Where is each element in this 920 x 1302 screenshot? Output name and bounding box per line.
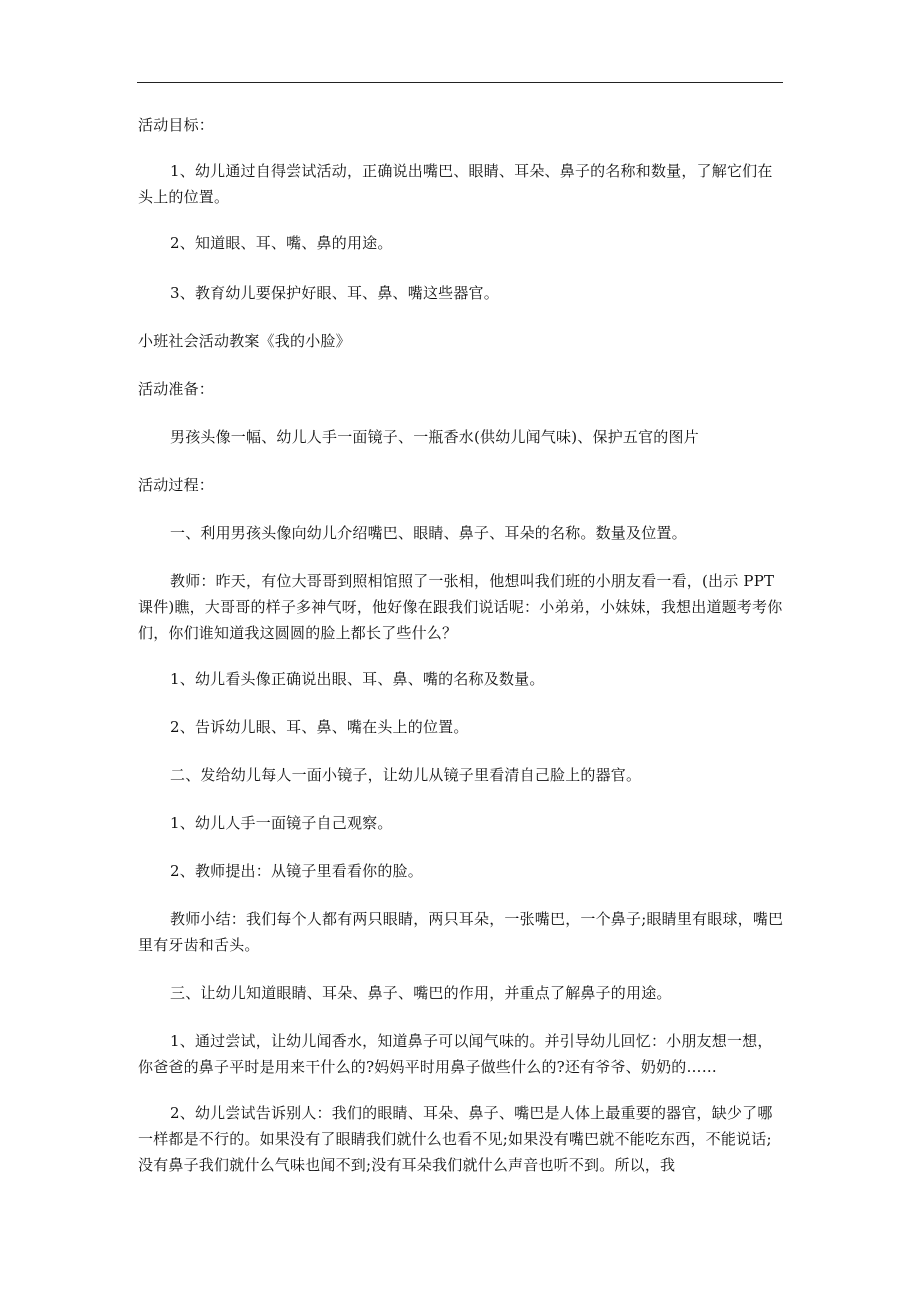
goal-item-3: 3、教育幼儿要保护好眼、耳、鼻、嘴这些器官。 (170, 284, 499, 302)
teacher-dialogue: 教师：昨天，有位大哥哥到照相馆照了一张相，他想叫我们班的小朋友看一看，(出示 PPT 课件)瞧，大哥哥的样子多神气呀，他好像在跟我们说话呢：小弟弟，小妹妹，我想出道题考考你们，你们谁知道我这圆圆的脸上都长了些什么？ (138, 572, 783, 642)
teacher-summary: 教师小结：我们每个人都有两只眼睛，两只耳朵，一张嘴巴，一个鼻子;眼睛里有眼球，嘴巴里有牙齿和舌头。 (138, 910, 784, 954)
step-2-item-2: 2、教师提出：从镜子里看看你的脸。 (170, 862, 423, 880)
goal-item-2: 2、知道眼、耳、嘴、鼻的用途。 (170, 234, 393, 252)
process-step-2: 二、发给幼儿每人一面小镜子，让幼儿从镜子里看清自己脸上的器官。 (170, 766, 642, 784)
process-step-3: 三、让幼儿知道眼睛、耳朵、鼻子、嘴巴的作用，并重点了解鼻子的用途。 (170, 984, 672, 1002)
preparation-materials: 男孩头像一幅、幼儿人手一面镜子、一瓶香水(供幼儿闻气味)、保护五官的图片 (170, 428, 699, 446)
step-1-item-1: 1、幼儿看头像正确说出眼、耳、鼻、嘴的名称及数量。 (170, 670, 545, 688)
process-step-1: 一、利用男孩头像向幼儿介绍嘴巴、眼睛、鼻子、耳朵的名称。数量及位置。 (170, 524, 687, 542)
step-3-item-1: 1、通过尝试，让幼儿闻香水，知道鼻子可以闻气味的。并引导幼儿回忆：小朋友想一想，你爸爸的鼻子平时是用来干什么的?妈妈平时用鼻子做些什么的?还有爷爷、奶奶的…… (138, 1032, 773, 1076)
step-2-item-1: 1、幼儿人手一面镜子自己观察。 (170, 814, 393, 832)
lesson-title: 小班社会活动教案《我的小脸》 (138, 332, 351, 350)
heading-activity-goals: 活动目标： (138, 116, 215, 134)
heading-activity-preparation: 活动准备： (138, 380, 215, 398)
heading-activity-process: 活动过程： (138, 476, 215, 494)
goal-item-1: 1、幼儿通过自得尝试活动，正确说出嘴巴、眼睛、耳朵、鼻子的名称和数量，了解它们在头上的位置。 (138, 162, 773, 206)
step-3-item-2: 2、幼儿尝试告诉别人：我们的眼睛、耳朵、鼻子、嘴巴是人体上最重要的器官，缺少了哪一样都是不行的。如果没有了眼睛我们就什么也看不见;如果没有嘴巴就不能吃东西，不能说话;没有鼻子我们就什么气味也闻不到;没有耳朵我们就什么声音也听不到。所以，我 (138, 1104, 773, 1174)
header-rule (137, 82, 783, 83)
step-1-item-2: 2、告诉幼儿眼、耳、鼻、嘴在头上的位置。 (170, 718, 469, 736)
